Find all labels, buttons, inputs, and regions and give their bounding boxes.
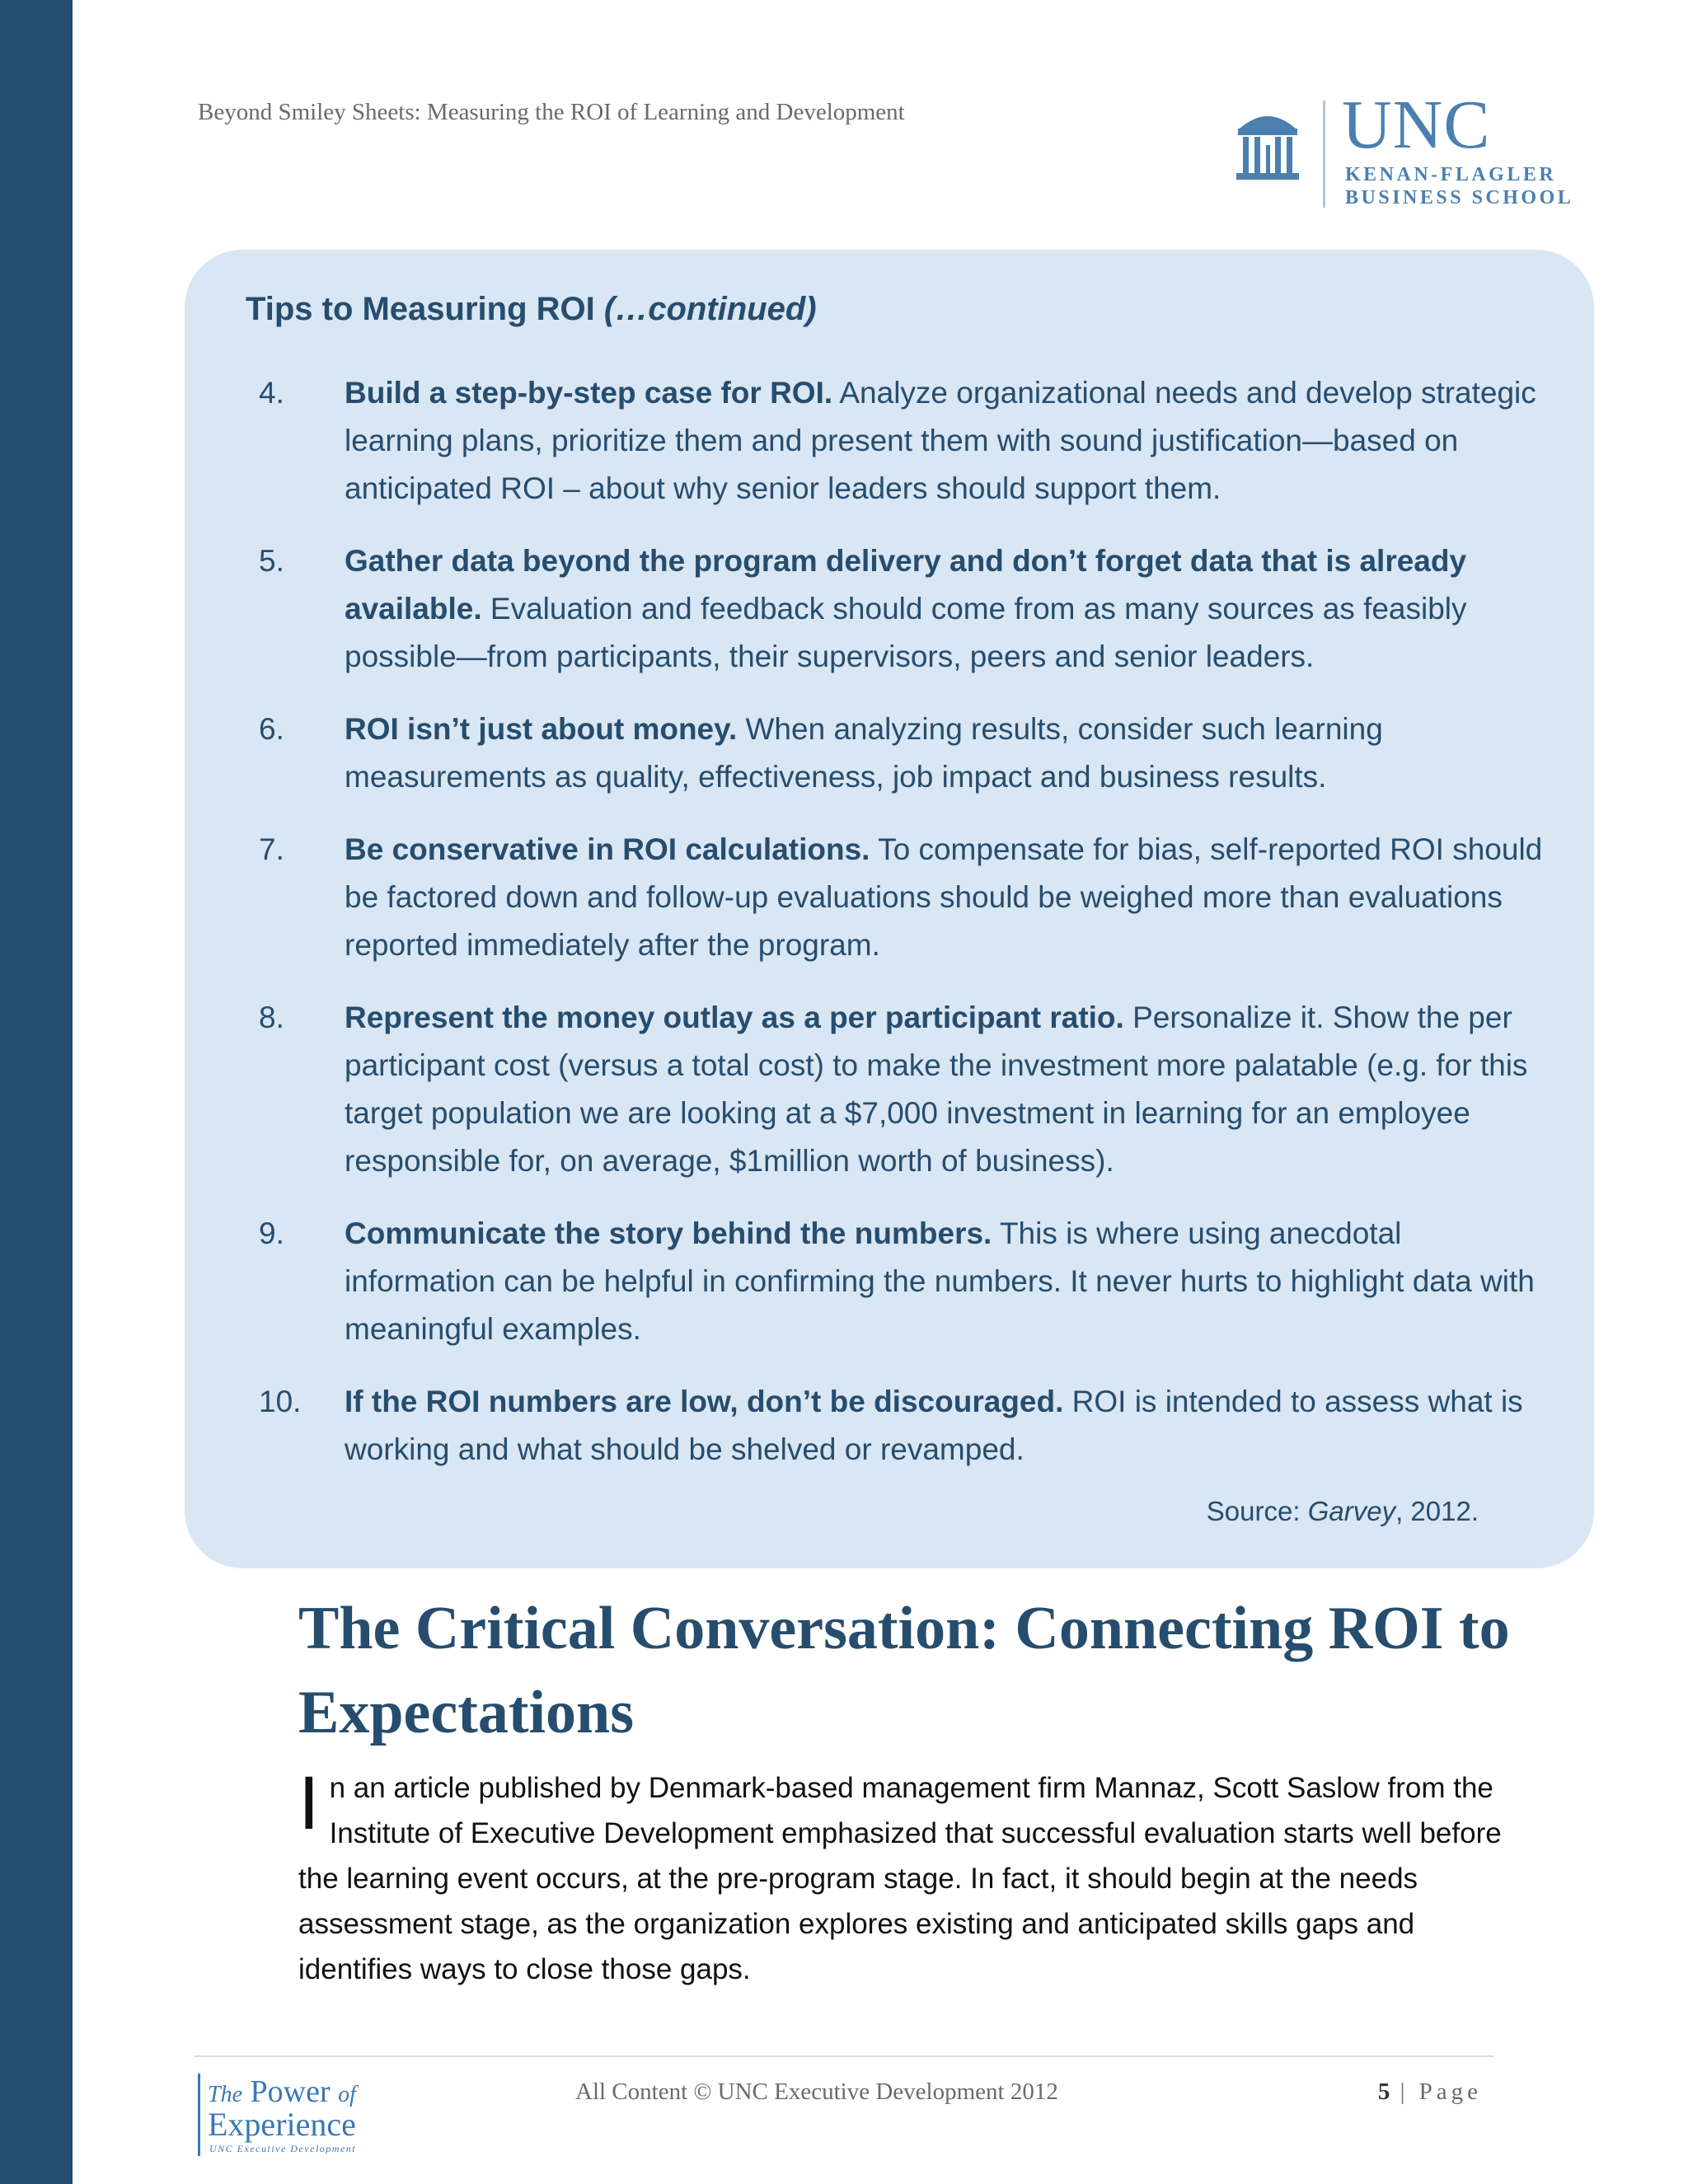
- tip-number: 8.: [259, 1001, 284, 1034]
- tip-body: Personalize it. Show the per participant cost (versus a total cost) to make the investment more palatable (e.g. for this target population we are looking at a $7,000 investment in learning for an employee responsible for, on average, $1million worth of business).: [345, 1001, 1528, 1178]
- tip-item: [185, 705, 1594, 801]
- tip-body: ROI is intended to assess what is working and what should be shelved or revamped.: [345, 1385, 1523, 1466]
- tip-heading: If the ROI numbers are low, don’t be discouraged.: [345, 1385, 1064, 1418]
- tip-number: 7.: [259, 832, 284, 866]
- tip-item: [185, 537, 1594, 681]
- tip-heading: Be conservative in ROI calculations.: [345, 832, 870, 866]
- section-headline: The Critical Conversation: Connecting ROI to Expectations: [298, 1595, 1510, 1746]
- drop-cap: I: [298, 1761, 320, 1845]
- tips-callout-box: [185, 250, 1594, 1568]
- footer-page-number: 5 | Page: [1377, 2079, 1482, 2105]
- footer-logo-bar: [198, 2074, 200, 2156]
- tips-list: [185, 369, 1594, 1498]
- tip-number: 4.: [259, 376, 284, 410]
- footer-logo-line-1: The Power of: [208, 2074, 356, 2109]
- tip-item: [185, 369, 1594, 513]
- tip-heading: Represent the money outlay as a per participant ratio.: [345, 1001, 1124, 1034]
- tip-heading: Communicate the story behind the numbers.: [345, 1216, 992, 1250]
- tip-text: [345, 369, 1548, 513]
- footer-divider: [195, 2055, 1493, 2057]
- tip-item: [185, 994, 1594, 1185]
- footer-logo-tagline: UNC Executive Development: [209, 2143, 357, 2154]
- logo-line-1: KENAN-FLAGLER: [1345, 164, 1557, 185]
- body-paragraph: [298, 1761, 1502, 1992]
- tip-text: [345, 705, 1548, 801]
- footer-logo-line-2: Experience: [208, 2106, 356, 2143]
- tip-heading: Build a step-by-step case for ROI.: [345, 376, 833, 410]
- power-of-experience-logo: [198, 2074, 396, 2164]
- tip-body: When analyzing results, consider such learning measurements as quality, effectiveness, job impact and business results.: [345, 712, 1383, 794]
- logo-line-2: BUSINESS SCHOOL: [1345, 187, 1574, 209]
- tip-item: [185, 826, 1594, 969]
- tip-number: 9.: [259, 1216, 284, 1250]
- running-header: Beyond Smiley Sheets: Measuring the ROI of Learning and Development: [198, 99, 905, 125]
- tips-title: Tips to Measuring ROI (…continued): [246, 291, 817, 327]
- tip-heading: ROI isn’t just about money.: [345, 712, 738, 746]
- tip-body: To compensate for bias, self-reported ROI should be factored down and follow-up evaluations should be weighed more than evaluations reported immediately after the program.: [345, 832, 1543, 962]
- tip-body: Evaluation and feedback should come from as many sources as feasibly possible—from participants, their supervisors, peers and senior leaders.: [345, 592, 1467, 673]
- body-text: n an article published by Denmark-based management firm Mannaz, Scott Saslow from the Institute of Executive Development emphasized that successful evaluation starts well before the learning event occurs, at the pre-program stage. In fact, it should begin at the needs assessment stage, as the organization explores existing and anticipated skills gaps and identifies ways to close those gaps.: [298, 1772, 1502, 1985]
- old-well-icon: [1235, 104, 1301, 186]
- tip-text: [345, 1378, 1548, 1474]
- tip-number: 10.: [259, 1385, 302, 1418]
- tips-source: Source: Garvey, 2012.: [1206, 1496, 1479, 1526]
- tip-number: 5.: [259, 544, 284, 578]
- tip-body: Analyze organizational needs and develop strategic learning plans, prioritize them and present them with sound justification—based on anticipated ROI – about why senior leaders should support them.: [345, 376, 1536, 505]
- tip-item: [185, 1210, 1594, 1353]
- left-sidebar-bar: [0, 0, 73, 2184]
- tip-text: [345, 537, 1548, 681]
- tip-body: This is where using anecdotal information can be helpful in confirming the numbers. It never hurts to highlight data with meaningful examples.: [345, 1216, 1535, 1346]
- tip-text: [345, 1210, 1548, 1353]
- tip-item: [185, 1378, 1594, 1474]
- footer-copyright: All Content © UNC Executive Development 2012: [575, 2079, 1058, 2105]
- tip-heading: Gather data beyond the program delivery and don’t forget data that is already available.: [345, 544, 1467, 626]
- tip-text: [345, 994, 1548, 1185]
- logo-divider: [1323, 101, 1325, 208]
- tip-text: [345, 826, 1548, 969]
- logo-unc-text: UNC: [1342, 87, 1491, 163]
- unc-logo: [1235, 87, 1597, 213]
- tip-number: 6.: [259, 712, 284, 746]
